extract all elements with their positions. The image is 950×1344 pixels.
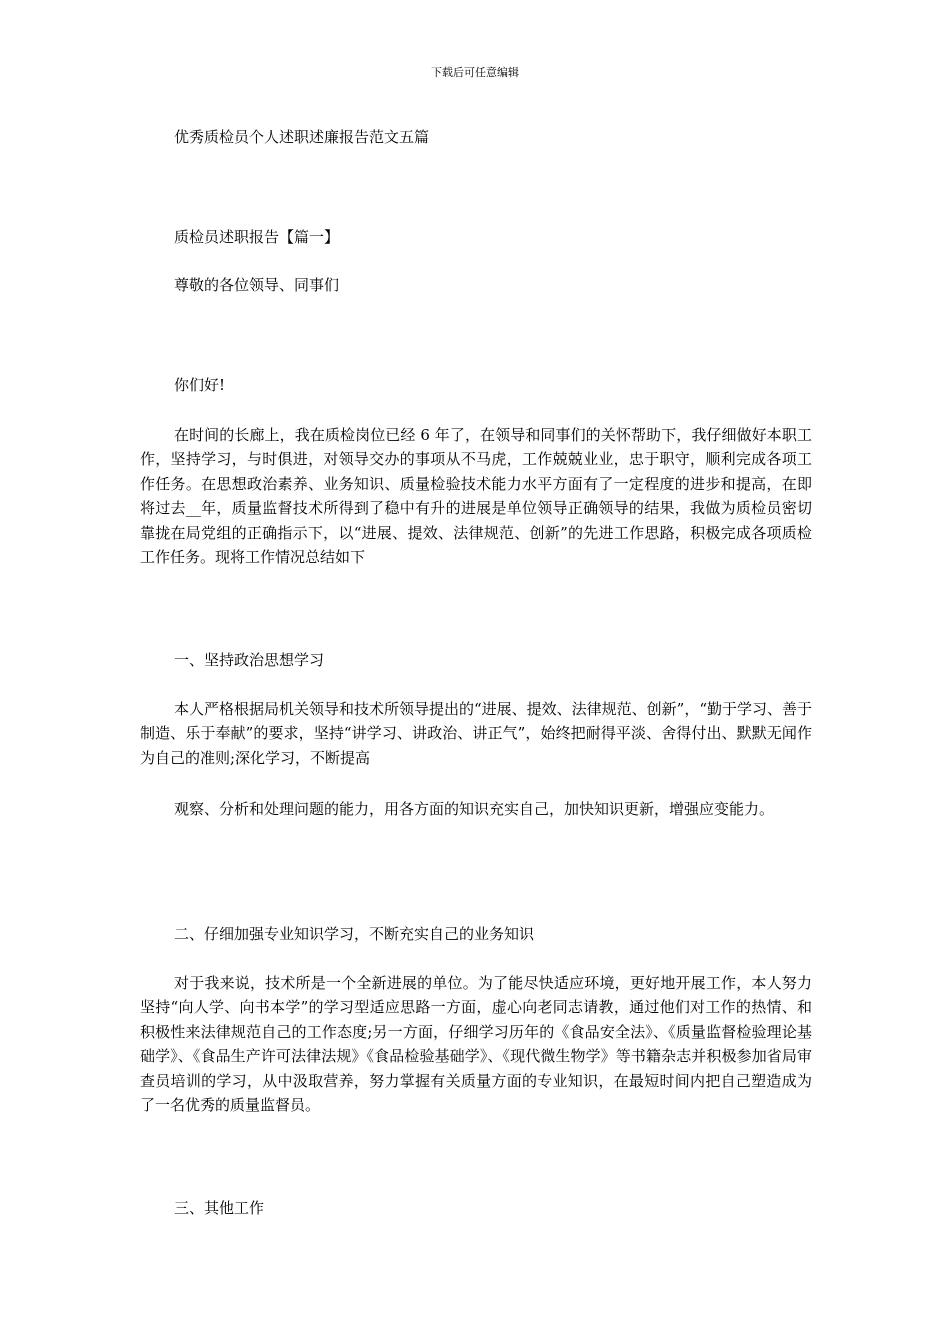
paragraph-professional-study: 对于我来说，技术所是一个全新进展的单位。为了能尽快适应环境，更好地开展工作，本人努力坚持“向人学、向书本学”的学习型适应思路一方面，虚心向老同志请教，通过他们对工作的热情、和积极性来法律规范自己的工作态度;另一方面，仔细学习历年的《食品安全法》、《质量监督检验理论基础学》、《食品生产许可法律法规》《食品检验基础学》、《现代微生物学》等书籍杂志并积极参加省局审查员培训的学习，从中汲取营养，努力掌握有关质量方面的专业知识，在最短时间内把自己塑造成为了一名优秀的质量监督员。 bbox=[140, 974, 812, 1115]
document-title: 优秀质检员个人述职述廉报告范文五篇 bbox=[174, 128, 430, 146]
heading-professional-study: 二、仔细加强专业知识学习，不断充实自己的业务知识 bbox=[174, 925, 535, 943]
greeting: 你们好! bbox=[174, 376, 226, 394]
section-title: 质检员述职报告【篇一】 bbox=[174, 228, 340, 246]
intro-paragraph: 在时间的长廊上，我在质检岗位已经 6 年了，在领导和同事们的关怀帮助下，我仔细做好本职工作，坚持学习，与时俱进，对领导交办的事项从不马虎，工作兢兢业业，忠于职守，顺利完成各项工作任务。在思想政治素养、业务知识、质量检验技术能力水平方面有了一定程度的进步和提高，在即将过去__年，质量监督技术所得到了稳中有升的进展是单位领导正确领导的结果，我做为质检员密切靠拢在局党组的正确指示下，以“进展、提效、法律规范、创新”的先进工作思路，积极完成各项质检工作任务。现将工作情况总结如下 bbox=[140, 426, 812, 567]
paragraph-ability: 观察、分析和处理问题的能力，用各方面的知识充实自己，加快知识更新，增强应变能力。 bbox=[174, 800, 775, 818]
heading-other-work: 三、其他工作 bbox=[174, 1199, 265, 1217]
heading-political-study: 一、坚持政治思想学习 bbox=[174, 651, 325, 669]
paragraph-political-study: 本人严格根据局机关领导和技术所领导提出的“进展、提效、法律规范、创新”，“勤于学习、善于制造、乐于奉献”的要求，坚持“讲学习、讲政治、讲正气”，始终把耐得平淡、舍得付出、默默无闻作为自己的准则;深化学习，不断提高 bbox=[140, 700, 813, 767]
header-note: 下载后可任意编辑 bbox=[431, 66, 519, 79]
salutation: 尊敬的各位领导、同事们 bbox=[174, 276, 340, 294]
